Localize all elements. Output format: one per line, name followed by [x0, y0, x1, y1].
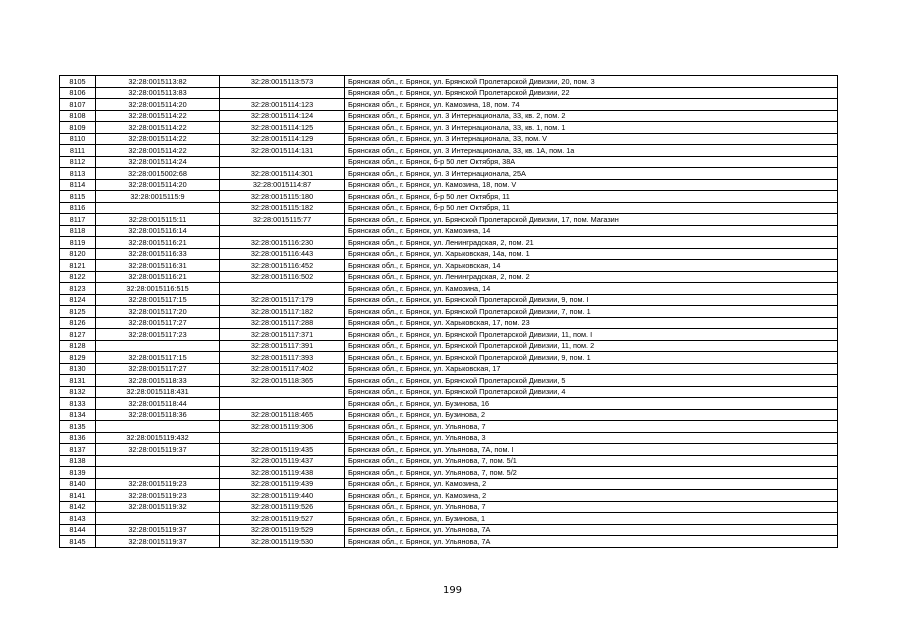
land-cadastral-number-cell: 32:28:0015114:22: [96, 122, 220, 134]
table-row: [60, 398, 838, 410]
address-cell: Брянская обл., г. Брянск, ул. Ульянова, 7А, пом. I: [345, 444, 838, 456]
building-cadastral-number-cell: 32:28:0015114:87: [220, 179, 345, 191]
table-row: [60, 237, 838, 249]
row-number-cell: 8134: [60, 409, 96, 421]
table-row: [60, 76, 838, 88]
building-cadastral-number-cell: 32:28:0015119:306: [220, 421, 345, 433]
land-cadastral-number-cell: 32:28:0015114:22: [96, 145, 220, 157]
table-row: [60, 99, 838, 111]
row-number-cell: 8114: [60, 179, 96, 191]
row-number-cell: 8110: [60, 133, 96, 145]
building-cadastral-number-cell: 32:28:0015114:124: [220, 110, 345, 122]
table-row: [60, 110, 838, 122]
land-cadastral-number-cell: 32:28:0015119:37: [96, 524, 220, 536]
row-number-cell: 8127: [60, 329, 96, 341]
table-row: [60, 524, 838, 536]
building-cadastral-number-cell: 32:28:0015113:573: [220, 76, 345, 88]
address-cell: Брянская обл., г. Брянск, ул. Бузинова, 2: [345, 409, 838, 421]
building-cadastral-number-cell: 32:28:0015116:452: [220, 260, 345, 272]
address-cell: Брянская обл., г. Брянск, ул. Бузинова, 1: [345, 513, 838, 525]
row-number-cell: 8106: [60, 87, 96, 99]
land-cadastral-number-cell: 32:28:0015119:23: [96, 478, 220, 490]
land-cadastral-number-cell: 32:28:0015116:515: [96, 283, 220, 295]
building-cadastral-number-cell: 32:28:0015119:435: [220, 444, 345, 456]
table-row: [60, 409, 838, 421]
row-number-cell: 8112: [60, 156, 96, 168]
address-cell: Брянская обл., г. Брянск, ул. Брянской Пролетарской Дивизии, 9, пом. 1: [345, 352, 838, 364]
land-cadastral-number-cell: 32:28:0015116:14: [96, 225, 220, 237]
address-cell: Брянская обл., г. Брянск, ул. Брянской Пролетарской Дивизии, 11, пом. I: [345, 329, 838, 341]
address-cell: Брянская обл., г. Брянск, ул. Ульянова, 7: [345, 501, 838, 513]
building-cadastral-number-cell: 32:28:0015117:391: [220, 340, 345, 352]
building-cadastral-number-cell: 32:28:0015118:365: [220, 375, 345, 387]
row-number-cell: 8116: [60, 202, 96, 214]
table-row: [60, 352, 838, 364]
row-number-cell: 8136: [60, 432, 96, 444]
building-cadastral-number-cell: 32:28:0015118:465: [220, 409, 345, 421]
building-cadastral-number-cell: 32:28:0015119:529: [220, 524, 345, 536]
row-number-cell: 8131: [60, 375, 96, 387]
table-row: [60, 294, 838, 306]
land-cadastral-number-cell: [96, 340, 220, 352]
building-cadastral-number-cell: 32:28:0015114:123: [220, 99, 345, 111]
row-number-cell: 8123: [60, 283, 96, 295]
table-row: [60, 271, 838, 283]
page-number: 199: [442, 585, 463, 596]
table-row: [60, 225, 838, 237]
land-cadastral-number-cell: 32:28:0015119:37: [96, 444, 220, 456]
row-number-cell: 8111: [60, 145, 96, 157]
address-cell: Брянская обл., г. Брянск, ул. Брянской Пролетарской Дивизии, 17, пом. Магазин: [345, 214, 838, 226]
table-row: [60, 202, 838, 214]
building-cadastral-number-cell: [220, 283, 345, 295]
table-row: [60, 386, 838, 398]
building-cadastral-number-cell: 32:28:0015119:439: [220, 478, 345, 490]
address-cell: Брянская обл., г. Брянск, ул. Камозина, 18, пом. V: [345, 179, 838, 191]
table-row: [60, 444, 838, 456]
row-number-cell: 8142: [60, 501, 96, 513]
row-number-cell: 8107: [60, 99, 96, 111]
table-row: [60, 467, 838, 479]
building-cadastral-number-cell: 32:28:0015115:77: [220, 214, 345, 226]
row-number-cell: 8118: [60, 225, 96, 237]
land-cadastral-number-cell: 32:28:0015116:33: [96, 248, 220, 260]
building-cadastral-number-cell: 32:28:0015119:527: [220, 513, 345, 525]
row-number-cell: 8133: [60, 398, 96, 410]
land-cadastral-number-cell: 32:28:0015117:27: [96, 363, 220, 375]
address-cell: Брянская обл., г. Брянск, ул. Ульянова, 7, пом. 5/1: [345, 455, 838, 467]
land-cadastral-number-cell: 32:28:0015119:23: [96, 490, 220, 502]
property-register-table: [59, 75, 838, 548]
building-cadastral-number-cell: 32:28:0015117:288: [220, 317, 345, 329]
building-cadastral-number-cell: 32:28:0015116:443: [220, 248, 345, 260]
building-cadastral-number-cell: 32:28:0015117:371: [220, 329, 345, 341]
address-cell: Брянская обл., г. Брянск, ул. 3 Интернационала, 33, кв. 1А, пом. 1а: [345, 145, 838, 157]
land-cadastral-number-cell: [96, 202, 220, 214]
table-row: [60, 260, 838, 272]
table-row: [60, 363, 838, 375]
row-number-cell: 8135: [60, 421, 96, 433]
land-cadastral-number-cell: 32:28:0015116:21: [96, 271, 220, 283]
row-number-cell: 8109: [60, 122, 96, 134]
building-cadastral-number-cell: 32:28:0015117:393: [220, 352, 345, 364]
table-row: [60, 455, 838, 467]
address-cell: Брянская обл., г. Брянск, ул. Камозина, 2: [345, 478, 838, 490]
table-row: [60, 248, 838, 260]
land-cadastral-number-cell: 32:28:0015117:20: [96, 306, 220, 318]
address-cell: Брянская обл., г. Брянск, ул. Брянской Пролетарской Дивизии, 20, пом. 3: [345, 76, 838, 88]
land-cadastral-number-cell: 32:28:0015118:36: [96, 409, 220, 421]
land-cadastral-number-cell: 32:28:0015114:22: [96, 110, 220, 122]
table-row: [60, 375, 838, 387]
table-row: [60, 490, 838, 502]
row-number-cell: 8132: [60, 386, 96, 398]
building-cadastral-number-cell: 32:28:0015114:301: [220, 168, 345, 180]
building-cadastral-number-cell: [220, 156, 345, 168]
land-cadastral-number-cell: 32:28:0015117:15: [96, 294, 220, 306]
row-number-cell: 8138: [60, 455, 96, 467]
building-cadastral-number-cell: 32:28:0015114:131: [220, 145, 345, 157]
address-cell: Брянская обл., г. Брянск, ул. Брянской Пролетарской Дивизии, 5: [345, 375, 838, 387]
address-cell: Брянская обл., г. Брянск, ул. Бузинова, 16: [345, 398, 838, 410]
address-cell: Брянская обл., г. Брянск, ул. 3 Интернационала, 33, кв. 2, пом. 2: [345, 110, 838, 122]
address-cell: Брянская обл., г. Брянск, ул. 3 Интернационала, 33, кв. 1, пом. 1: [345, 122, 838, 134]
land-cadastral-number-cell: 32:28:0015113:82: [96, 76, 220, 88]
land-cadastral-number-cell: 32:28:0015118:33: [96, 375, 220, 387]
row-number-cell: 8139: [60, 467, 96, 479]
table-row: [60, 536, 838, 548]
building-cadastral-number-cell: 32:28:0015119:526: [220, 501, 345, 513]
address-cell: Брянская обл., г. Брянск, ул. Харьковская, 14: [345, 260, 838, 272]
table-row: [60, 87, 838, 99]
building-cadastral-number-cell: 32:28:0015119:437: [220, 455, 345, 467]
building-cadastral-number-cell: 32:28:0015119:530: [220, 536, 345, 548]
address-cell: Брянская обл., г. Брянск, б-р 50 лет Октября, 38А: [345, 156, 838, 168]
address-cell: Брянская обл., г. Брянск, ул. Брянской Пролетарской Дивизии, 22: [345, 87, 838, 99]
address-cell: Брянская обл., г. Брянск, ул. Ульянова, 7, пом. 5/2: [345, 467, 838, 479]
building-cadastral-number-cell: 32:28:0015116:230: [220, 237, 345, 249]
address-cell: Брянская обл., г. Брянск, ул. Ульянова, 3: [345, 432, 838, 444]
address-cell: Брянская обл., г. Брянск, ул. Камозина, 2: [345, 490, 838, 502]
row-number-cell: 8137: [60, 444, 96, 456]
address-cell: Брянская обл., г. Брянск, ул. Харьковская, 14а, пом. 1: [345, 248, 838, 260]
address-cell: Брянская обл., г. Брянск, ул. Харьковская, 17: [345, 363, 838, 375]
building-cadastral-number-cell: 32:28:0015117:179: [220, 294, 345, 306]
address-cell: Брянская обл., г. Брянск, ул. Ульянова, 7: [345, 421, 838, 433]
table-body: [60, 76, 838, 548]
row-number-cell: 8144: [60, 524, 96, 536]
building-cadastral-number-cell: [220, 432, 345, 444]
building-cadastral-number-cell: [220, 386, 345, 398]
address-cell: Брянская обл., г. Брянск, ул. Ленинградская, 2, пом. 21: [345, 237, 838, 249]
table-row: [60, 283, 838, 295]
row-number-cell: 8128: [60, 340, 96, 352]
address-cell: Брянская обл., г. Брянск, ул. Ленинградская, 2, пом. 2: [345, 271, 838, 283]
table-row: [60, 145, 838, 157]
table-row: [60, 179, 838, 191]
land-cadastral-number-cell: 32:28:0015116:21: [96, 237, 220, 249]
row-number-cell: 8140: [60, 478, 96, 490]
building-cadastral-number-cell: [220, 225, 345, 237]
land-cadastral-number-cell: 32:28:0015114:20: [96, 179, 220, 191]
land-cadastral-number-cell: [96, 421, 220, 433]
row-number-cell: 8119: [60, 237, 96, 249]
building-cadastral-number-cell: 32:28:0015119:440: [220, 490, 345, 502]
row-number-cell: 8120: [60, 248, 96, 260]
address-cell: Брянская обл., г. Брянск, ул. Харьковская, 17, пом. 23: [345, 317, 838, 329]
address-cell: Брянская обл., г. Брянск, ул. Камозина, 14: [345, 283, 838, 295]
land-cadastral-number-cell: [96, 513, 220, 525]
table-row: [60, 421, 838, 433]
address-cell: Брянская обл., г. Брянск, ул. Ульянова, 7А: [345, 536, 838, 548]
address-cell: Брянская обл., г. Брянск, ул. Камозина, 14: [345, 225, 838, 237]
land-cadastral-number-cell: 32:28:0015113:83: [96, 87, 220, 99]
table-row: [60, 501, 838, 513]
address-cell: Брянская обл., г. Брянск, ул. Камозина, 18, пом. 74: [345, 99, 838, 111]
row-number-cell: 8143: [60, 513, 96, 525]
land-cadastral-number-cell: 32:28:0015114:20: [96, 99, 220, 111]
land-cadastral-number-cell: 32:28:0015118:431: [96, 386, 220, 398]
row-number-cell: 8117: [60, 214, 96, 226]
row-number-cell: 8130: [60, 363, 96, 375]
address-cell: Брянская обл., г. Брянск, ул. Брянской Пролетарской Дивизии, 7, пом. 1: [345, 306, 838, 318]
row-number-cell: 8125: [60, 306, 96, 318]
land-cadastral-number-cell: 32:28:0015002:68: [96, 168, 220, 180]
row-number-cell: 8126: [60, 317, 96, 329]
table-row: [60, 156, 838, 168]
land-cadastral-number-cell: 32:28:0015118:44: [96, 398, 220, 410]
building-cadastral-number-cell: [220, 398, 345, 410]
building-cadastral-number-cell: 32:28:0015115:180: [220, 191, 345, 203]
row-number-cell: 8108: [60, 110, 96, 122]
table-row: [60, 168, 838, 180]
table-row: [60, 317, 838, 329]
land-cadastral-number-cell: 32:28:0015119:432: [96, 432, 220, 444]
row-number-cell: 8129: [60, 352, 96, 364]
address-cell: Брянская обл., г. Брянск, б-р 50 лет Октября, 11: [345, 191, 838, 203]
land-cadastral-number-cell: 32:28:0015117:27: [96, 317, 220, 329]
address-cell: Брянская обл., г. Брянск, ул. 3 Интернационала, 25А: [345, 168, 838, 180]
land-cadastral-number-cell: 32:28:0015119:32: [96, 501, 220, 513]
land-cadastral-number-cell: 32:28:0015119:37: [96, 536, 220, 548]
row-number-cell: 8122: [60, 271, 96, 283]
address-cell: Брянская обл., г. Брянск, ул. Брянской Пролетарской Дивизии, 4: [345, 386, 838, 398]
address-cell: Брянская обл., г. Брянск, б-р 50 лет Октября, 11: [345, 202, 838, 214]
row-number-cell: 8145: [60, 536, 96, 548]
building-cadastral-number-cell: 32:28:0015114:129: [220, 133, 345, 145]
land-cadastral-number-cell: 32:28:0015116:31: [96, 260, 220, 272]
table-row: [60, 340, 838, 352]
land-cadastral-number-cell: [96, 467, 220, 479]
address-cell: Брянская обл., г. Брянск, ул. 3 Интернационала, 33, пом. V: [345, 133, 838, 145]
table-row: [60, 329, 838, 341]
building-cadastral-number-cell: 32:28:0015117:402: [220, 363, 345, 375]
table-row: [60, 306, 838, 318]
building-cadastral-number-cell: [220, 87, 345, 99]
address-cell: Брянская обл., г. Брянск, ул. Ульянова, 7А: [345, 524, 838, 536]
table-row: [60, 133, 838, 145]
building-cadastral-number-cell: 32:28:0015115:182: [220, 202, 345, 214]
land-cadastral-number-cell: 32:28:0015115:9: [96, 191, 220, 203]
table-row: [60, 122, 838, 134]
row-number-cell: 8124: [60, 294, 96, 306]
table-row: [60, 432, 838, 444]
table-row: [60, 478, 838, 490]
land-cadastral-number-cell: 32:28:0015117:23: [96, 329, 220, 341]
building-cadastral-number-cell: 32:28:0015117:182: [220, 306, 345, 318]
address-cell: Брянская обл., г. Брянск, ул. Брянской Пролетарской Дивизии, 11, пом. 2: [345, 340, 838, 352]
row-number-cell: 8121: [60, 260, 96, 272]
land-cadastral-number-cell: 32:28:0015114:24: [96, 156, 220, 168]
building-cadastral-number-cell: 32:28:0015116:502: [220, 271, 345, 283]
row-number-cell: 8113: [60, 168, 96, 180]
table-row: [60, 191, 838, 203]
land-cadastral-number-cell: [96, 455, 220, 467]
row-number-cell: 8115: [60, 191, 96, 203]
land-cadastral-number-cell: 32:28:0015115:11: [96, 214, 220, 226]
building-cadastral-number-cell: 32:28:0015114:125: [220, 122, 345, 134]
land-cadastral-number-cell: 32:28:0015117:15: [96, 352, 220, 364]
table-row: [60, 214, 838, 226]
row-number-cell: 8141: [60, 490, 96, 502]
address-cell: Брянская обл., г. Брянск, ул. Брянской Пролетарской Дивизии, 9, пом. I: [345, 294, 838, 306]
land-cadastral-number-cell: 32:28:0015114:22: [96, 133, 220, 145]
row-number-cell: 8105: [60, 76, 96, 88]
building-cadastral-number-cell: 32:28:0015119:438: [220, 467, 345, 479]
table-row: [60, 513, 838, 525]
